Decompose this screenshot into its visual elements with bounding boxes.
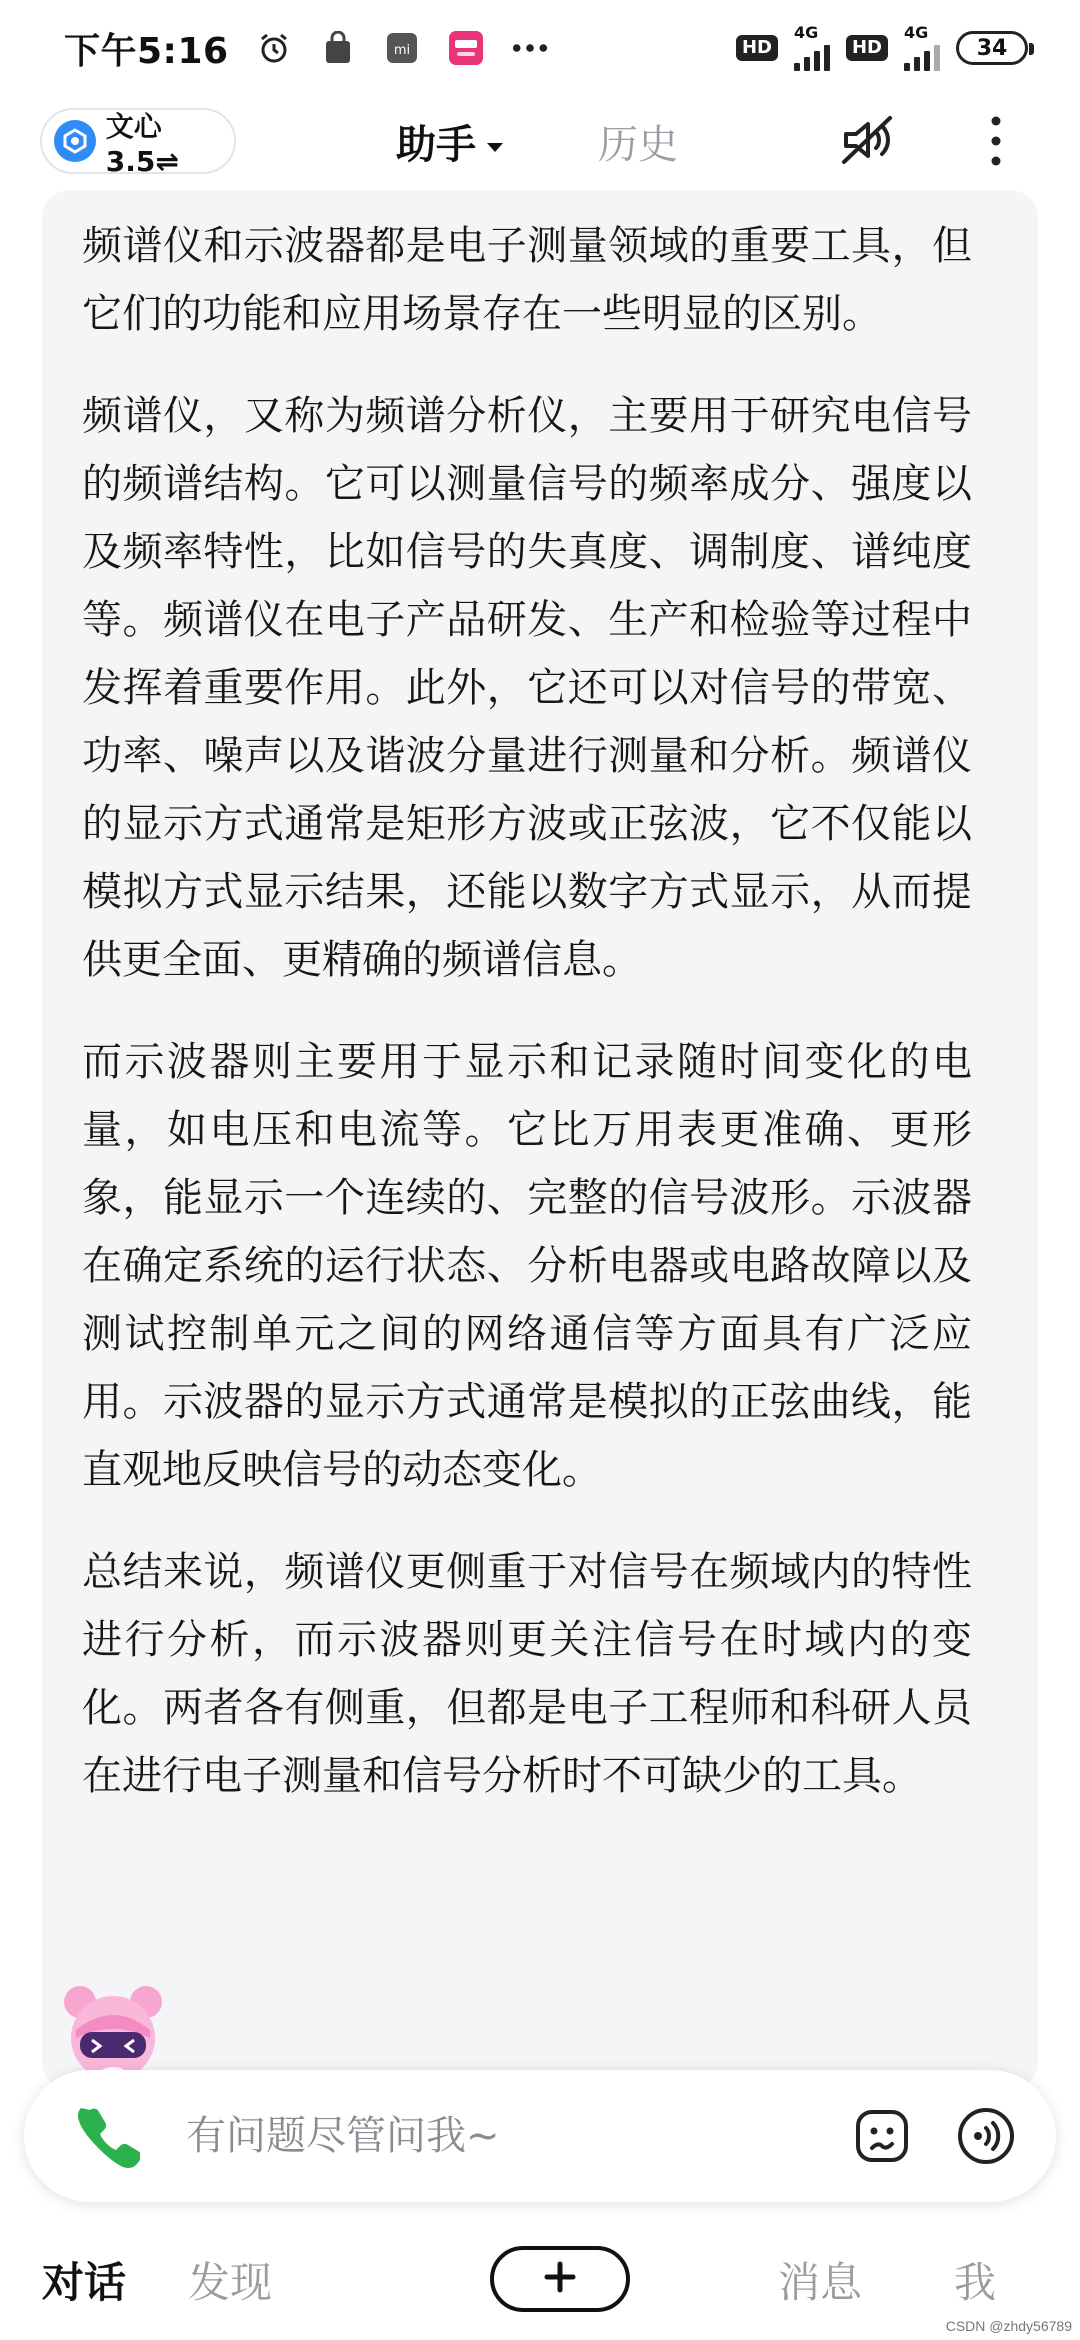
network-type-label: 4G [904,23,929,42]
pink-app-icon [447,29,485,67]
signal-2 [904,25,940,71]
speaker-off-icon[interactable] [838,110,898,170]
face-emotion-icon[interactable] [852,2106,912,2166]
wenxin-logo-icon [54,120,96,162]
bag-icon [319,29,357,67]
answer-card [42,190,1038,2090]
add-button[interactable] [490,2246,630,2312]
phone-call-icon[interactable] [76,2104,140,2168]
tab-discover[interactable]: 发现 [188,2258,273,2307]
status-bar [0,0,1080,96]
model-switch-button[interactable] [40,108,236,178]
signal-bars-icon [904,41,940,71]
answer-paragraph: 总结来说，频谱仪更侧重于对信号在频域内的特性进行分析，而示波器则更关注信号在时域内的变化。两者各有侧重，但都是电子工程师和科研人员在进行电子测量和信号分析时不可缺少的工具。 [82,1549,972,1799]
more-vertical-icon[interactable] [980,108,1012,174]
top-nav [0,96,1080,196]
answer-paragraph: 频谱仪和示波器都是电子测量领域的重要工具，但它们的功能和应用场景存在一些明显的区别。 [82,223,972,337]
voice-input-icon[interactable] [956,2106,1016,2166]
signal-bars-icon [794,41,830,71]
signal-1 [794,25,830,71]
caret-down-icon [484,118,506,164]
hd-badge: HD [846,35,888,61]
more-dots-icon [511,29,549,67]
tab-messages[interactable]: 消息 [778,2258,863,2307]
answer-paragraph: 而示波器则主要用于显示和记录随时间变化的电量，如电压和电流等。它比万用表更准确、更形象，能显示一个连续的、完整的信号波形。示波器在确定系统的运行状态、分析电器或电路故障以及测试控制单元之间的网络通信等方面具有广泛应用。示波器的显示方式通常是模拟的正弦曲线，能直观地反映信号的动态变化。 [82,1039,972,1493]
model-label: 文心3.5⇌ [105,109,179,178]
battery-icon [956,31,1028,65]
tab-history-label: 历史 [598,121,678,168]
watermark-text: CSDN @zhdy56789 [945,2318,1072,2334]
tab-me[interactable]: 我 [954,2258,997,2307]
chat-input[interactable] [186,2113,852,2159]
tab-assistant[interactable] [396,108,506,174]
svg-text:mi: mi [393,43,410,58]
tab-chat[interactable]: 对话 [42,2258,127,2307]
tab-assistant-label: 助手 [396,121,476,168]
hd-badge: HD [736,35,778,61]
status-time: 下午5:16 [64,30,229,72]
tab-history[interactable] [598,108,678,174]
battery-level: 34 [976,35,1008,61]
mi-app-icon [383,29,421,67]
alarm-icon [255,29,293,67]
status-left [64,23,549,74]
bottom-tab-bar [0,2220,1080,2340]
network-type-label: 4G [793,23,819,42]
chat-input-bar [24,2070,1056,2202]
answer-paragraph: 频谱仪，又称为频谱分析仪，主要用于研究电信号的频谱结构。它可以测量信号的频率成分、强度以及频率特性，比如信号的失真度、调制度、谱纯度等。频谱仪在电子产品研发、生产和检验等过程中发挥着重要作用。此外，它还可以对信号的带宽、功率、噪声以及谐波分量进行测量和分析。频谱仪的显示方式通常是矩形方波或正弦波，它不仅能以模拟方式显示结果，还能以数字方式显示，从而提供更全面、更精确的频谱信息。 [82,393,972,983]
status-right [736,25,1028,71]
plus-icon [543,2260,577,2298]
